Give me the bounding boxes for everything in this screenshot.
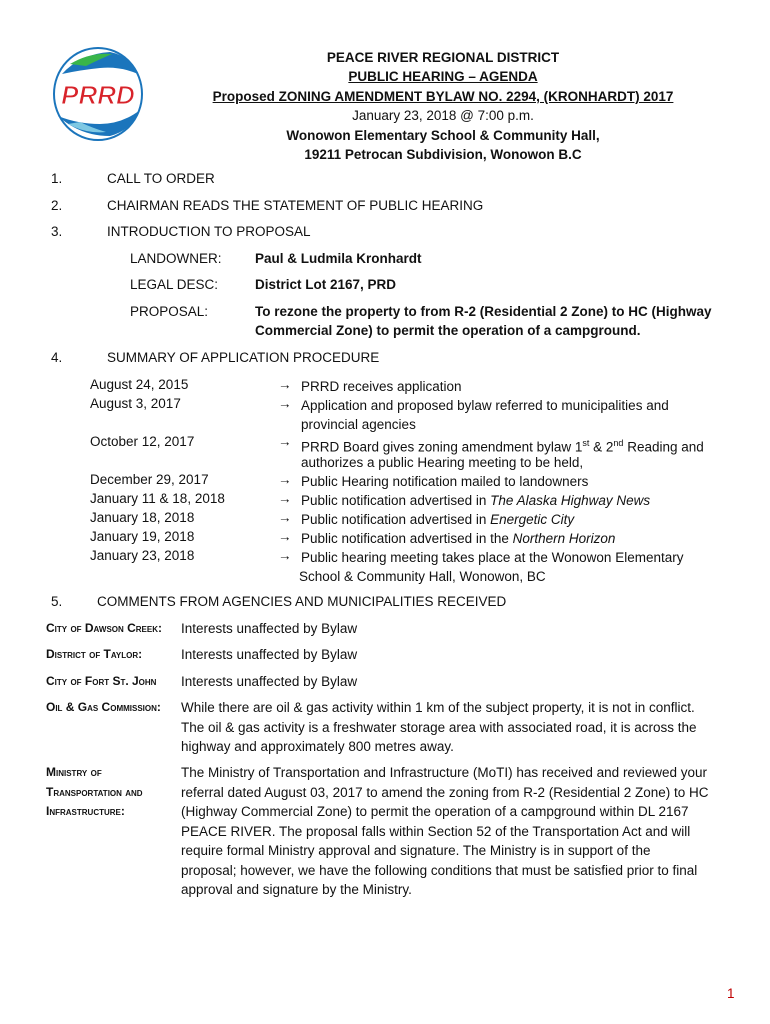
arrow-icon: →: [278, 377, 292, 392]
item-number: 3.: [51, 224, 63, 239]
timeline-date: August 3, 2017: [90, 396, 181, 411]
timeline-date: January 19, 2018: [90, 529, 195, 544]
timeline-step: Public notification advertised in Energetic City: [301, 512, 575, 527]
agency-name: City of Dawson Creek:: [46, 621, 162, 635]
item-number: 5.: [51, 594, 63, 609]
agency-response: While there are oil & gas activity within 1 km of the subject property, it is not in conflict. The oil & gas activity is a freshwater storage area with associated road, it is across the highway and approximately 800 metres away.: [181, 700, 697, 754]
prrd-logo: [40, 44, 152, 144]
item-number: 2.: [51, 198, 63, 213]
agency-name: City of Fort St. John: [46, 674, 157, 688]
meeting-address: 19211 Petrocan Subdivision, Wonowon B.C: [304, 147, 582, 163]
agency-response: Interests unaffected by Bylaw: [181, 647, 358, 662]
item-number: 4.: [51, 350, 63, 365]
item-number: 1.: [51, 171, 63, 186]
agency-response: Interests unaffected by Bylaw: [181, 674, 358, 689]
proposal-label: PROPOSAL:: [130, 304, 209, 319]
timeline-step: Application and proposed bylaw referred to municipalities and: [301, 398, 669, 413]
timeline-step-cont: provincial agencies: [301, 417, 416, 432]
timeline-step-cont: School & Community Hall, Wonowon, BC: [299, 569, 546, 584]
document-header: [200, 48, 686, 164]
timeline-date: January 11 & 18, 2018: [90, 491, 225, 506]
agency-name: Oil & Gas Commission:: [46, 700, 161, 714]
arrow-icon: →: [278, 396, 292, 411]
agency-name: Ministry of Transportation and Infrastructure:: [46, 765, 143, 818]
arrow-icon: →: [278, 510, 292, 525]
item-title: INTRODUCTION TO PROPOSAL: [107, 224, 311, 239]
landowner-value: Paul & Ludmila Kronhardt: [255, 251, 422, 266]
item-title: CALL TO ORDER: [107, 171, 215, 186]
bylaw-title: Proposed ZONING AMENDMENT BYLAW NO. 2294, (KRONHARDT) 2017: [212, 88, 674, 104]
page-number: 1: [727, 986, 735, 1001]
timeline-step: Public Hearing notification mailed to landowners: [301, 474, 589, 489]
timeline-date: October 12, 2017: [90, 434, 195, 449]
meeting-venue: Wonowon Elementary School & Community Hall,: [286, 127, 600, 143]
arrow-icon: →: [278, 472, 292, 487]
agency-response: The Ministry of Transportation and Infrastructure (MoTI) has received and reviewed your referral dated August 03, 2017 to amend the zoning from R-2 (Residential 2 Zone) to HC (Highway Commercial Zone) to permit the operation of a campground within DL 2167 PEACE RIVER. The proposal falls within Section 52 of the Transportation Act and will require formal Ministry approval and signature. The Ministry is in support of the proposal; however, we have the following conditions that must be satisfied prior to final approval and signature by the Ministry.: [181, 765, 709, 897]
timeline-date: August 24, 2015: [90, 377, 189, 392]
org-name: PEACE RIVER REGIONAL DISTRICT: [326, 50, 560, 65]
arrow-icon: →: [278, 529, 292, 544]
legal-desc-label: LEGAL DESC:: [130, 277, 219, 292]
agency-response: Interests unaffected by Bylaw: [181, 621, 358, 636]
item-title: CHAIRMAN READS THE STATEMENT OF PUBLIC HEARING: [107, 198, 484, 213]
timeline-step: Public notification advertised in The Alaska Highway News: [301, 493, 651, 508]
timeline-date: January 23, 2018: [90, 548, 195, 563]
timeline-step: Public notification advertised in the Northern Horizon: [301, 531, 616, 546]
timeline-step: PRRD Board gives zoning amendment bylaw 1st & 2nd Reading and: [301, 438, 704, 455]
landowner-label: LANDOWNER:: [130, 251, 222, 266]
timeline-step: PRRD receives application: [301, 379, 462, 394]
item-title: SUMMARY OF APPLICATION PROCEDURE: [107, 350, 380, 365]
arrow-icon: →: [278, 548, 292, 563]
agency-name: District of Taylor:: [46, 647, 143, 661]
arrow-icon: →: [278, 434, 292, 449]
proposal-value-line1: To rezone the property to from R-2 (Residential 2 Zone) to HC (Highway: [255, 304, 712, 319]
logo-text: PRRD: [61, 80, 135, 110]
meeting-title: PUBLIC HEARING – AGENDA: [348, 69, 538, 85]
timeline-step: Public hearing meeting takes place at the Wonowon Elementary: [301, 550, 684, 565]
item-title: COMMENTS FROM AGENCIES AND MUNICIPALITIES RECEIVED: [97, 594, 507, 609]
timeline-date: January 18, 2018: [90, 510, 195, 525]
proposal-value-line2: Commercial Zone) to permit the operation of a campground.: [255, 323, 641, 338]
meeting-datetime: January 23, 2018 @ 7:00 p.m.: [352, 108, 534, 124]
timeline-step-cont: authorizes a public Hearing meeting to be held,: [301, 455, 584, 470]
arrow-icon: →: [278, 491, 292, 506]
legal-desc-value: District Lot 2167, PRD: [255, 277, 397, 292]
timeline-date: December 29, 2017: [90, 472, 209, 487]
